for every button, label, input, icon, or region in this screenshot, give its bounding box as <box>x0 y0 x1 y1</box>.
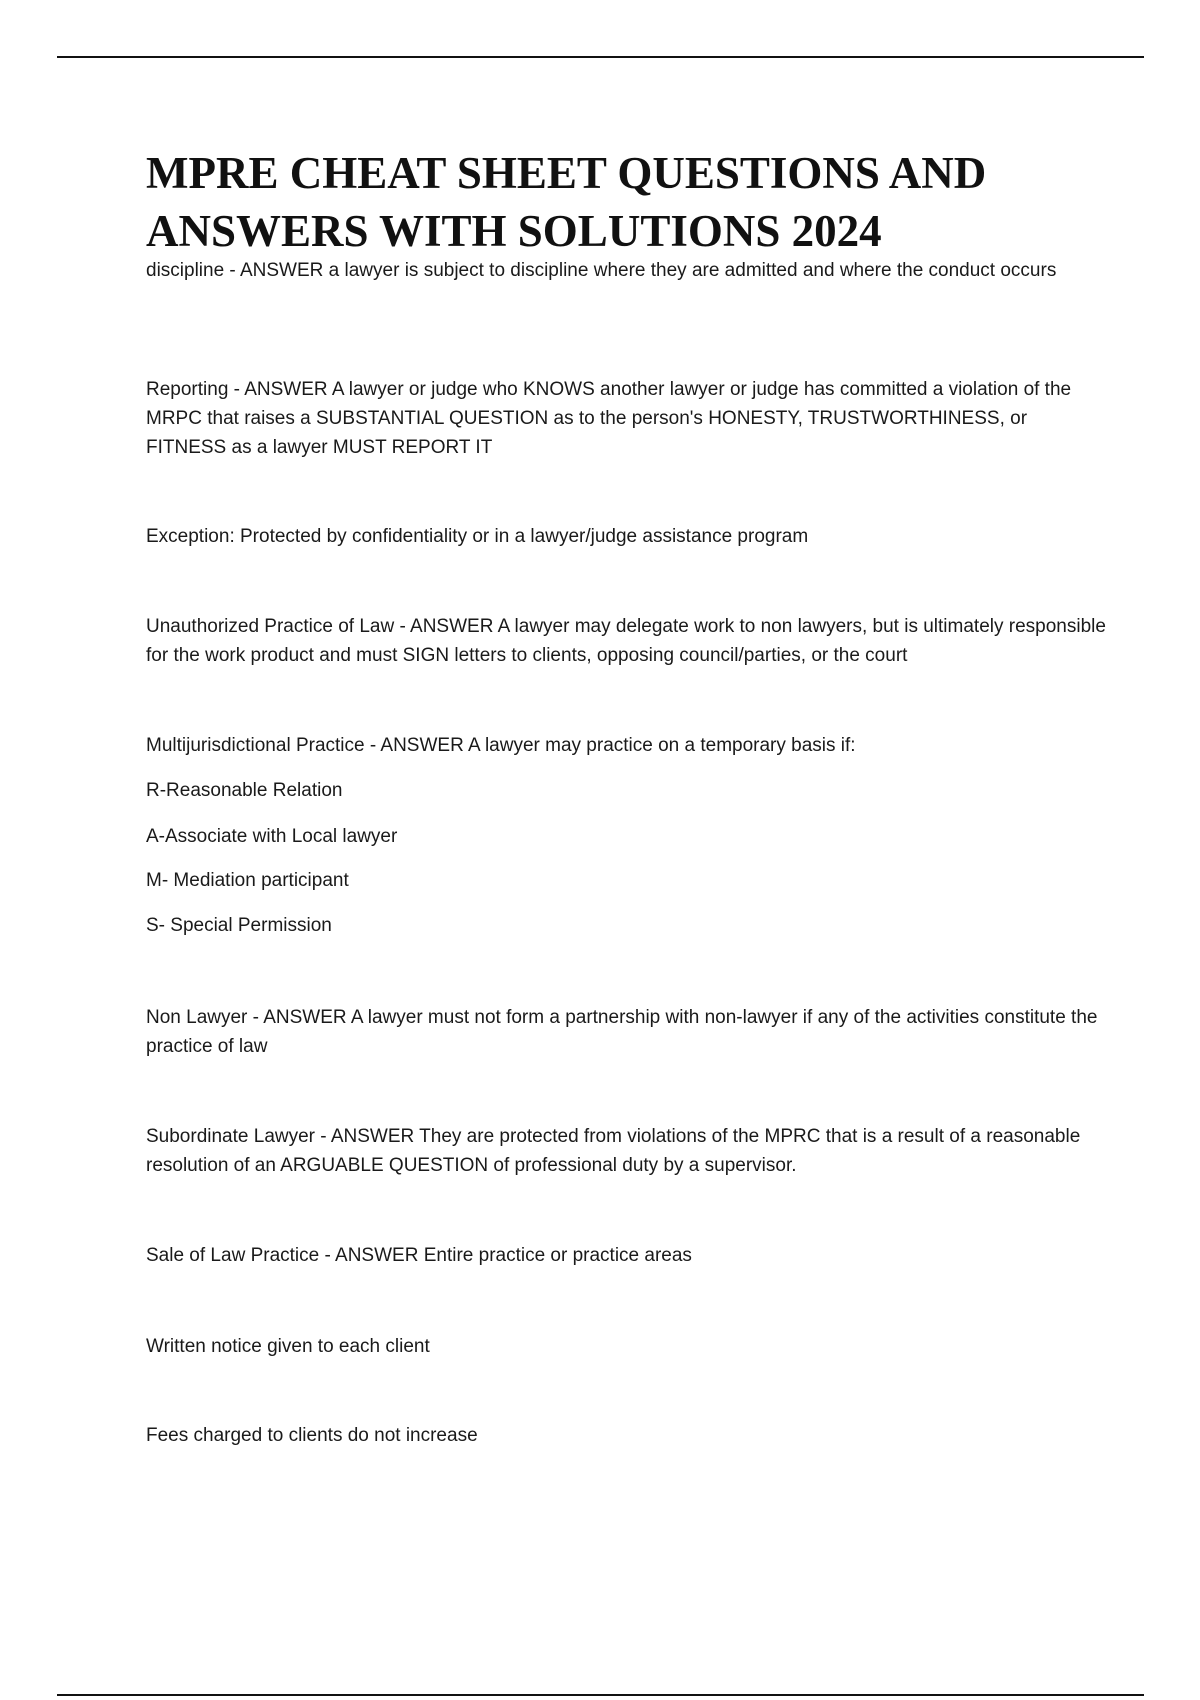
paragraph-non-lawyer: Non Lawyer - ANSWER A lawyer must not form a partnership with non-lawyer if any of the activities constitute the practice of law <box>146 1007 1098 1057</box>
paragraph-exception: Exception: Protected by confidentiality or in a lawyer/judge assistance program <box>146 526 809 547</box>
list-item-s: S- Special Permission <box>146 915 332 936</box>
paragraph-subordinate-lawyer: Subordinate Lawyer - ANSWER They are protected from violations of the MPRC that is a result of a reasonable resolution of an ARGUABLE QUESTION of professional duty by a supervisor. <box>146 1126 1081 1176</box>
paragraph-sale-of-practice: Sale of Law Practice - ANSWER Entire practice or practice areas <box>146 1245 692 1266</box>
top-rule <box>57 56 1144 58</box>
paragraph-reporting: Reporting - ANSWER A lawyer or judge who KNOWS another lawyer or judge has committed a violation of the MRPC that raises a SUBSTANTIAL QUESTION as to the person's HONESTY, TRUSTWORTHINESS, or FITNESS as a lawyer MUST REPORT IT <box>146 379 1072 458</box>
list-item-a: A-Associate with Local lawyer <box>146 826 398 847</box>
list-item-m: M- Mediation participant <box>146 870 349 891</box>
bottom-rule <box>57 1694 1144 1696</box>
paragraph-multijurisdictional: Multijurisdictional Practice - ANSWER A lawyer may practice on a temporary basis if: <box>146 735 856 756</box>
paragraph-written-notice: Written notice given to each client <box>146 1336 430 1357</box>
document-title: MPRE CHEAT SHEET QUESTIONS AND ANSWERS WITH SOLUTIONS 2024 <box>146 148 987 256</box>
paragraph-fees: Fees charged to clients do not increase <box>146 1425 478 1446</box>
list-item-r: R-Reasonable Relation <box>146 780 343 801</box>
paragraph-unauthorized-practice: Unauthorized Practice of Law - ANSWER A lawyer may delegate work to non lawyers, but is ultimately responsible for the work product and must SIGN letters to clients, opposing council/parties, or the court <box>146 616 1106 666</box>
paragraph-discipline: discipline - ANSWER a lawyer is subject to discipline where they are admitted and where the conduct occurs <box>146 260 1057 281</box>
